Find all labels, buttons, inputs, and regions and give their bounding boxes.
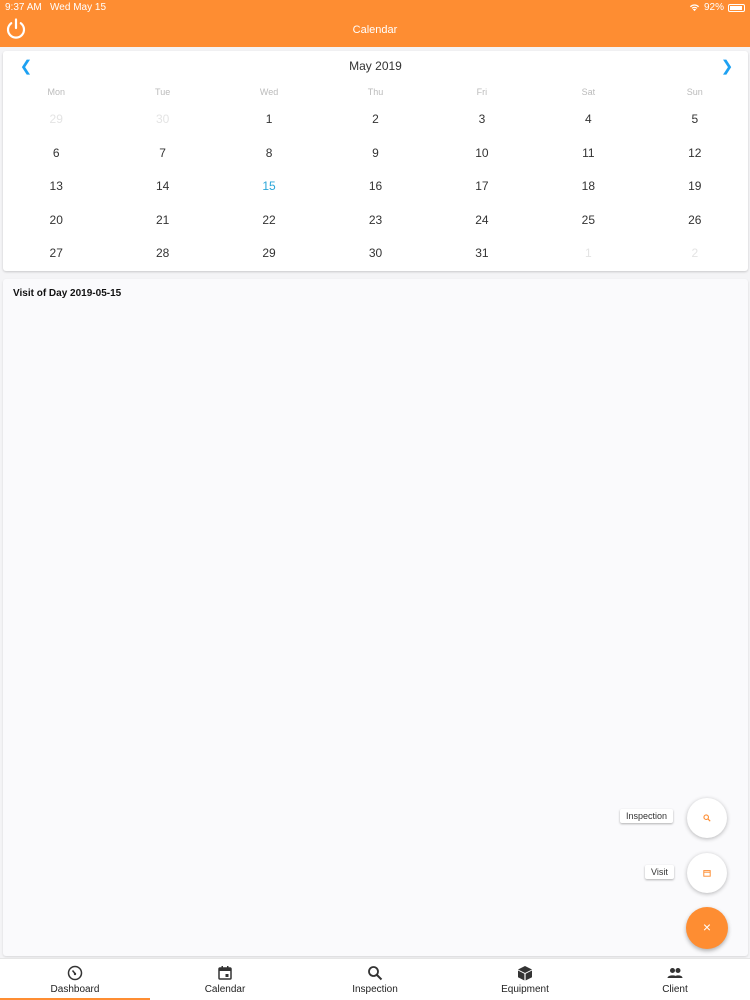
calendar-day[interactable]: 22 [262, 212, 276, 227]
calendar-day[interactable]: 28 [155, 246, 170, 261]
weekday-label: Sun [686, 87, 703, 97]
month-title: May 2019 [349, 59, 402, 73]
visit-action-button[interactable] [687, 853, 727, 893]
calendar-day[interactable]: 11 [582, 145, 595, 160]
box-icon [517, 965, 533, 981]
next-month-button[interactable] [715, 57, 739, 77]
battery-percent: 92% [703, 2, 724, 13]
calendar-day-selected[interactable]: 15 [262, 179, 276, 194]
calendar-day[interactable]: 2 [372, 112, 379, 126]
wifi-icon [689, 3, 700, 12]
chevron-left-icon: ❮ [19, 58, 33, 75]
calendar-day[interactable]: 18 [581, 179, 596, 194]
status-indicators [689, 2, 745, 13]
weekday-header [3, 87, 748, 97]
calendar-day[interactable]: 30 [368, 246, 383, 261]
calendar-day[interactable]: 7 [159, 145, 166, 160]
calendar-day[interactable]: 12 [688, 145, 702, 160]
status-time [5, 2, 106, 13]
calendar-day[interactable]: 2 [691, 246, 699, 261]
calendar-day[interactable]: 19 [688, 179, 702, 194]
calendar-day[interactable]: 1 [585, 246, 592, 261]
tab-equipment[interactable] [450, 959, 600, 1000]
calendar-day[interactable]: 4 [585, 112, 592, 126]
calendar-day[interactable]: 5 [691, 112, 699, 126]
tab-label: Calendar [204, 984, 246, 995]
calendar-day[interactable]: 25 [581, 212, 596, 227]
calendar-day[interactable]: 29 [49, 112, 63, 126]
status-date: Wed May 15 [50, 2, 106, 13]
search-icon [367, 965, 383, 981]
inspection-action-label[interactable]: Inspection [620, 809, 673, 823]
calendar-day[interactable]: 10 [475, 145, 489, 160]
status-clock: 9:37 AM [5, 2, 42, 13]
calendar [3, 51, 748, 271]
calendar-day[interactable]: 8 [265, 145, 273, 160]
inspection-action-button[interactable] [687, 798, 727, 838]
calendar-day[interactable]: 21 [155, 212, 170, 227]
calendar-day[interactable]: 27 [49, 246, 63, 261]
calendar-day[interactable]: 9 [372, 145, 379, 160]
tab-label: Equipment [501, 984, 549, 995]
day-grid [3, 103, 748, 271]
tab-label: Dashboard [50, 984, 100, 995]
visits-title: Visit of Day 2019-05-15 [13, 288, 122, 299]
battery-icon [728, 4, 745, 12]
tab-calendar[interactable] [150, 959, 300, 1000]
calendar-day[interactable]: 16 [368, 179, 383, 194]
fab-close-button[interactable] [686, 907, 728, 949]
calendar-day[interactable]: 20 [49, 212, 63, 227]
people-icon [667, 965, 683, 981]
dashboard-icon [67, 965, 83, 981]
tab-dashboard[interactable] [0, 959, 150, 1000]
calendar-day[interactable]: 13 [49, 179, 63, 194]
calendar-day[interactable]: 26 [688, 212, 702, 227]
calendar-day[interactable]: 24 [475, 212, 489, 227]
search-icon [703, 814, 711, 822]
visit-action-label[interactable]: Visit [645, 865, 674, 879]
chevron-right-icon: ❯ [720, 58, 734, 75]
weekday-label: Mon [47, 87, 65, 97]
page-title: Calendar [352, 24, 398, 36]
calendar-day[interactable]: 31 [475, 246, 489, 261]
calendar-day[interactable]: 3 [478, 112, 486, 126]
close-icon: × [702, 919, 712, 935]
calendar-day[interactable]: 6 [52, 145, 60, 160]
tab-inspection[interactable] [300, 959, 450, 1000]
calendar-day[interactable]: 23 [368, 212, 383, 227]
weekday-label: Tue [155, 87, 171, 97]
tab-label: Inspection [352, 984, 398, 995]
tab-client[interactable] [600, 959, 750, 1000]
weekday-label: Wed [259, 87, 279, 97]
calendar-icon [703, 869, 711, 877]
weekday-label: Thu [367, 87, 384, 97]
weekday-label: Sat [581, 87, 596, 97]
app-header [0, 0, 750, 47]
calendar-day[interactable]: 17 [475, 179, 489, 194]
calendar-day[interactable]: 29 [262, 246, 276, 261]
calendar-day[interactable]: 1 [265, 112, 273, 126]
tab-label: Client [662, 984, 688, 995]
calendar-day[interactable]: 30 [155, 112, 170, 126]
weekday-label: Fri [476, 87, 488, 97]
calendar-icon [217, 965, 233, 981]
visits-panel [3, 279, 748, 956]
bottom-tab-bar [0, 958, 750, 1000]
calendar-day[interactable]: 14 [155, 179, 170, 194]
